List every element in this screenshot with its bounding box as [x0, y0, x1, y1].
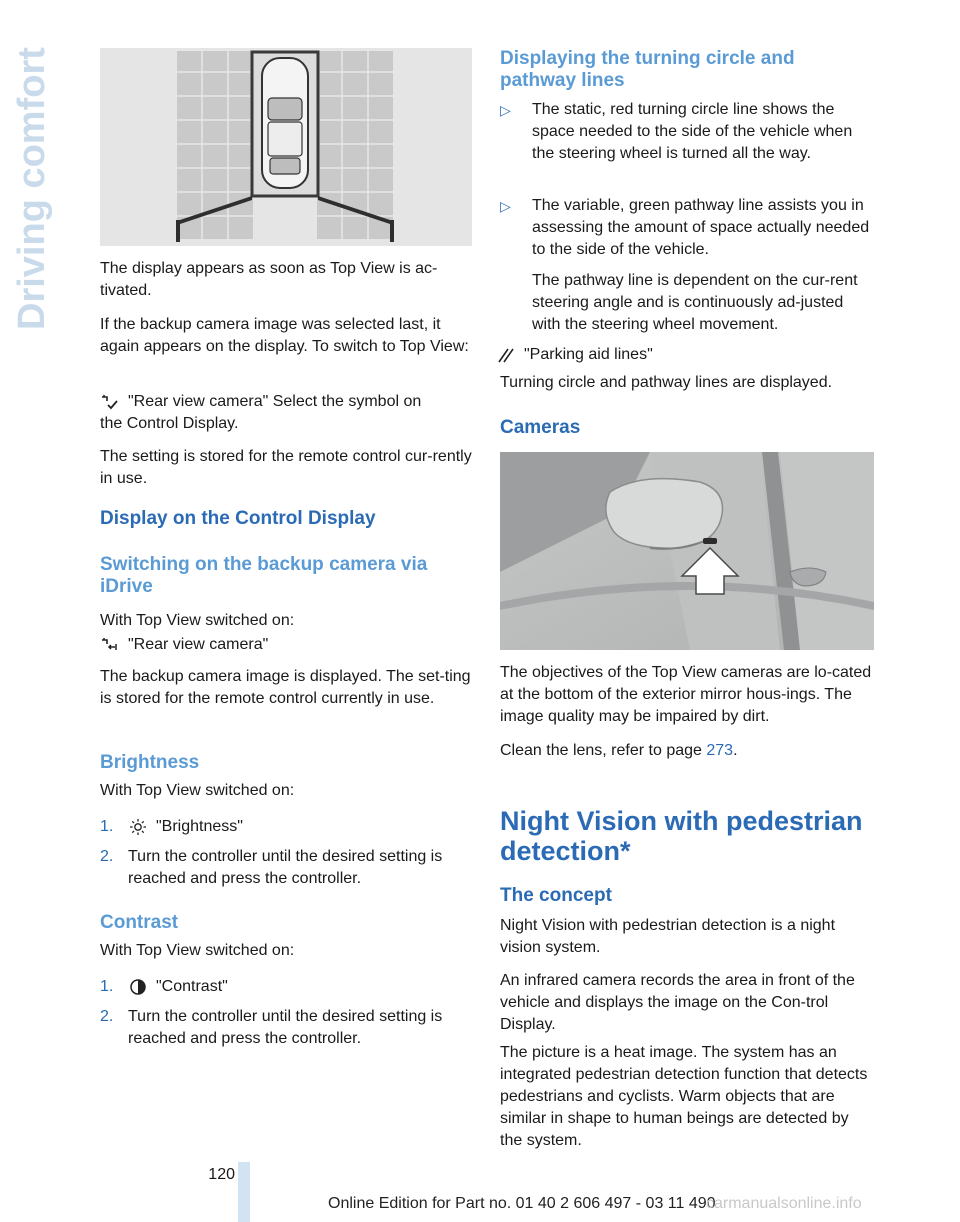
- rear-view-camera-menu-line: [100, 634, 472, 656]
- brightness-sun-icon: [128, 817, 148, 837]
- bullet-turning-circle: [500, 99, 874, 165]
- top-view-figure: [100, 48, 472, 246]
- brightness-step-2: [100, 846, 472, 890]
- heading-brightness: Brightness: [100, 752, 200, 773]
- heading-contrast: Contrast: [100, 912, 179, 933]
- paragraph-night-vision-system: Night Vision with pedestrian detection is a night vision system.: [500, 917, 836, 956]
- heading-concept: The concept: [500, 885, 612, 906]
- paragraph-infrared-camera: An infrared camera records the area in front of the vehicle and displays the image on the Con-trol Display.: [500, 972, 855, 1033]
- clean-lens-text: Clean the lens, refer to page: [500, 742, 707, 759]
- contrast-step-2-number: 2.: [100, 1008, 114, 1025]
- page-reference-link[interactable]: 273: [706, 742, 734, 759]
- contrast-icon: [128, 977, 148, 997]
- contrast-step-1: [100, 976, 472, 998]
- contrast-label: "Contrast": [156, 978, 228, 995]
- paragraph-top-view-on-1: With Top View switched on:: [100, 612, 295, 629]
- rear-view-camera-label: "Rear view camera": [128, 636, 269, 653]
- bullet-marker: ▷: [500, 102, 511, 118]
- brightness-label: "Brightness": [156, 818, 243, 835]
- heading-display-on-control-display: Display on the Control Display: [100, 508, 376, 529]
- paragraph-backup-image-displayed: The backup camera image is displayed. The set-ting is stored for the remote control currently in use.: [100, 668, 471, 707]
- side-title: [4, 40, 54, 340]
- edition-footer: Online Edition for Part no. 01 40 2 606 497 - 03 11 490: [328, 1195, 716, 1212]
- watermark: carmanualsonline.info: [706, 1195, 862, 1212]
- parking-aid-lines-label: "Parking aid lines": [524, 346, 653, 363]
- paragraph-lines-displayed: Turning circle and pathway lines are displayed.: [500, 374, 833, 391]
- heading-night-vision: Night Vision with pedestrian detection*: [500, 806, 863, 866]
- paragraph-clean-lens: [500, 740, 874, 762]
- contrast-step-2-text: Turn the controller until the desired setting is reached and press the controller.: [128, 1008, 443, 1047]
- clean-lens-period: .: [733, 742, 738, 759]
- rear-view-camera-check-icon: [100, 392, 120, 412]
- brightness-step-2-text: Turn the controller until the desired setting is reached and press the controller.: [128, 848, 443, 887]
- bullet-pathway-line: [500, 195, 874, 261]
- paragraph-backup-camera-selected: If the backup camera image was selected last, it again appears on the display. To switch to Top View:: [100, 316, 469, 355]
- rear-view-camera-icon: [100, 635, 120, 655]
- bullet-marker: ▷: [500, 198, 511, 214]
- bullet-pathway-line-text: The variable, green pathway line assists you in assessing the amount of space actually needed to the side of the vehicle.: [532, 197, 870, 258]
- parking-aid-lines-line: [496, 344, 874, 366]
- footer-bar: [238, 1162, 250, 1222]
- contrast-step-1-number: 1.: [100, 978, 114, 995]
- brightness-step-2-number: 2.: [100, 848, 114, 865]
- rear-view-camera-line: [100, 391, 472, 413]
- brightness-step-1-number: 1.: [100, 818, 114, 835]
- parking-aid-lines-icon: [496, 345, 516, 365]
- paragraph-heat-image: The picture is a heat image. The system has an integrated pedestrian detection function that detects pedestrians and cyclists. Warm objects that are similar in shape to human beings are detected by the system.: [500, 1044, 868, 1149]
- paragraph-display-appears: The display appears as soon as Top View is ac-tivated.: [100, 260, 438, 299]
- paragraph-top-view-on-2: With Top View switched on:: [100, 782, 295, 799]
- contrast-step-2: [100, 1006, 472, 1050]
- paragraph-control-display: the Control Display.: [100, 415, 239, 432]
- mirror-camera-figure: [500, 452, 874, 650]
- heading-switching-on-backup-camera: Switching on the backup camera via iDrive: [100, 554, 428, 597]
- side-title-text: Driving comfort: [11, 47, 53, 330]
- rear-view-camera-select-label: "Rear view camera" Select the symbol on: [128, 393, 422, 410]
- paragraph-setting-stored: The setting is stored for the remote control cur-rently in use.: [100, 448, 472, 487]
- heading-turning-circle: Displaying the turning circle and pathway lines: [500, 48, 795, 91]
- paragraph-camera-objectives: The objectives of the Top View cameras are lo-cated at the bottom of the exterior mirror hous-ings. The image quality may be impaired by dirt.: [500, 664, 872, 725]
- brightness-step-1: [100, 816, 472, 838]
- paragraph-top-view-on-3: With Top View switched on:: [100, 942, 295, 959]
- pathway-line-note: The pathway line is dependent on the cur-rent steering angle and is continuously ad-justed with the steering wheel movement.: [532, 272, 858, 333]
- heading-cameras: Cameras: [500, 417, 581, 438]
- bullet-turning-circle-text: The static, red turning circle line shows the space needed to the side of the vehicle when the steering wheel is turned all the way.: [532, 101, 853, 162]
- page-number: 120: [208, 1166, 235, 1183]
